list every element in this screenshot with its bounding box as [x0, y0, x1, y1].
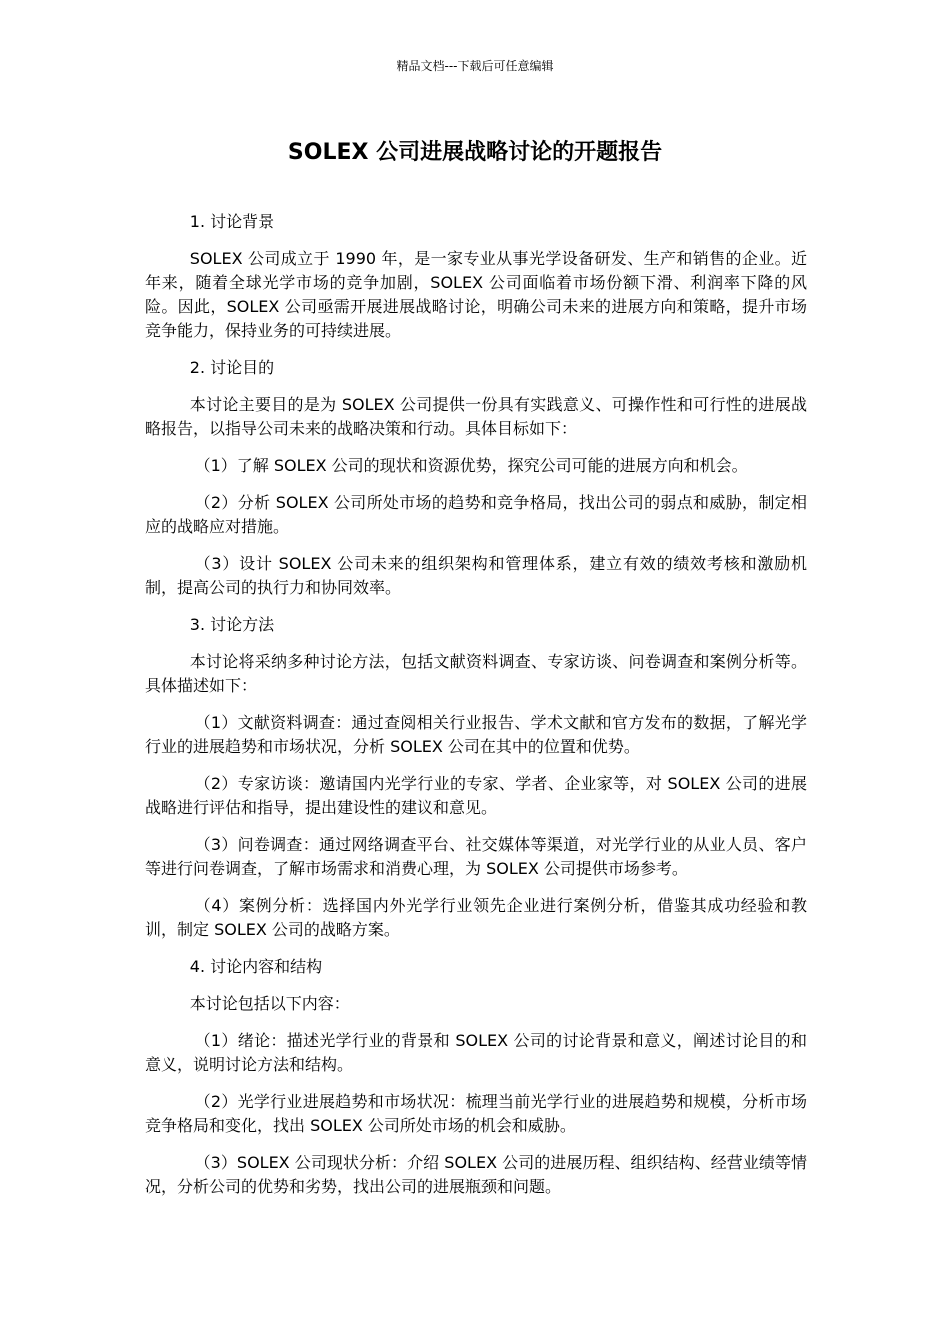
list-item: （2）专家访谈：邀请国内光学行业的专家、学者、企业家等，对 SOLEX 公司的进展战略进行评估和指导，提出建设性的建议和意见。: [145, 774, 807, 817]
body-paragraph: 本讨论主要目的是为 SOLEX 公司提供一份具有实践意义、可操作性和可行性的进展战略报告，以指导公司未来的战略决策和行动。具体目标如下：: [145, 395, 807, 438]
section-heading: 3. 讨论方法: [189, 615, 275, 634]
list-item: （1）绪论：描述光学行业的背景和 SOLEX 公司的讨论背景和意义，阐述讨论目的和意义，说明讨论方法和结构。: [145, 1031, 807, 1074]
section-heading: 2. 讨论目的: [189, 358, 275, 377]
document-title: SOLEX 公司进展战略讨论的开题报告: [287, 140, 663, 165]
list-item: （3）问卷调查：通过网络调查平台、社交媒体等渠道，对光学行业的从业人员、客户等进行问卷调查，了解市场需求和消费心理，为 SOLEX 公司提供市场参考。: [145, 835, 807, 878]
list-item: （2）分析 SOLEX 公司所处市场的趋势和竞争格局，找出公司的弱点和威胁，制定相应的战略应对措施。: [145, 493, 807, 536]
section-heading: 1. 讨论背景: [189, 212, 275, 231]
body-paragraph: 本讨论包括以下内容：: [189, 994, 350, 1013]
list-item: （3）设计 SOLEX 公司未来的组织架构和管理体系，建立有效的绩效考核和激励机制，提高公司的执行力和协同效率。: [145, 554, 807, 597]
list-item: （1）文献资料调查：通过查阅相关行业报告、学术文献和官方发布的数据，了解光学行业的进展趋势和市场状况，分析 SOLEX 公司在其中的位置和优势。: [145, 713, 807, 756]
list-item: （2）光学行业进展趋势和市场状况：梳理当前光学行业的进展趋势和规模，分析市场竞争格局和变化，找出 SOLEX 公司所处市场的机会和威胁。: [145, 1092, 807, 1135]
list-item: （3）SOLEX 公司现状分析：介绍 SOLEX 公司的进展历程、组织结构、经营业绩等情况，分析公司的优势和劣势，找出公司的进展瓶颈和问题。: [145, 1153, 807, 1196]
list-item: （4）案例分析：选择国内外光学行业领先企业进行案例分析，借鉴其成功经验和教训，制定 SOLEX 公司的战略方案。: [145, 896, 807, 939]
body-paragraph: 本讨论将采纳多种讨论方法，包括文献资料调查、专家访谈、问卷调查和案例分析等。具体描述如下：: [145, 652, 807, 695]
document-body: [145, 210, 807, 1199]
page-header: 精品文档---下载后可任意编辑: [396, 59, 554, 73]
list-item: （1）了解 SOLEX 公司的现状和资源优势，探究公司可能的进展方向和机会。: [194, 456, 748, 475]
section-heading: 4. 讨论内容和结构: [189, 957, 323, 976]
body-paragraph: SOLEX 公司成立于 1990 年，是一家专业从事光学设备研发、生产和销售的企业。近年来，随着全球光学市场的竞争加剧，SOLEX 公司面临着市场份额下滑、利润率下降的风险。因此，SOLEX 公司亟需开展进展战略讨论，明确公司未来的进展方向和策略，提升市场竞争能力，保持业务的可持续进展。: [145, 249, 807, 340]
